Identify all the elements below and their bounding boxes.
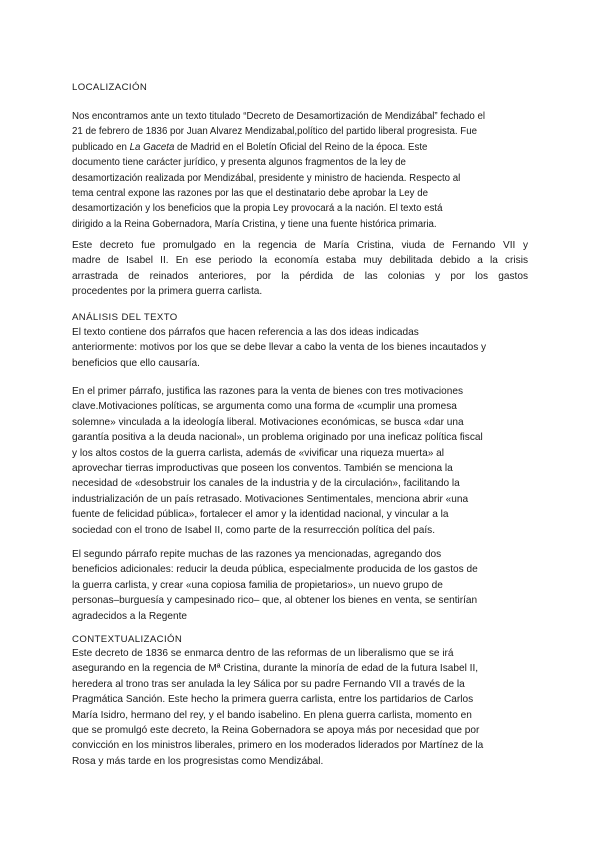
text-line: madre de Isabel II. En ese periodo la economía estaba muy debilitada debido a la crisis bbox=[72, 255, 528, 267]
text-line: María Isidro, hermano del rey, y el bando isabelino. En plena guerra carlista, momento en bbox=[72, 709, 472, 721]
text-line: clave.Motivaciones políticas, se argumenta como una forma de «cumplir una promesa bbox=[72, 401, 457, 413]
text-line: El texto contiene dos párrafos que hacen referencia a las dos ideas indicadas bbox=[72, 327, 419, 338]
text-segment: publicado en bbox=[72, 141, 130, 153]
text-line: la guerra carlista, y crear «una copiosa familia de propietarios», un nuevo grupo de bbox=[72, 579, 443, 591]
text-line: Este decreto de 1836 se enmarca dentro de las reformas de un liberalismo que se irá bbox=[72, 648, 454, 659]
text-line: documento tiene carácter jurídico, y presenta algunos fragmentos de la ley de bbox=[72, 157, 406, 169]
paragraph-analisis-2 bbox=[72, 384, 528, 538]
text-line: En el primer párrafo, justifica las razones para la venta de bienes con tres motivaciones bbox=[72, 386, 464, 397]
heading-contextualizacion: CONTEXTUALIZACIÓN bbox=[72, 634, 183, 645]
text-line: 21 de febrero de 1836 por Juan Alvarez Mendizabal,político del partido liberal progresista. Fue bbox=[72, 126, 477, 138]
heading-analisis: ANÁLISIS DEL TEXTO bbox=[72, 312, 178, 323]
text-line: dirigido a la Reina Gobernadora, María Cristina, y tiene una fuente histórica primaria. bbox=[72, 218, 437, 230]
text-line: anteriormente: motivos por los que se debe llevar a cabo la venta de los bienes incautados y bbox=[72, 342, 487, 354]
text-line: convicción en los ministros liberales, primero en los moderados liderados por Martínez de la bbox=[72, 740, 484, 752]
text-line: industrialización de un país retrasado. Motivaciones Sentimentales, menciona abrir «una bbox=[72, 493, 469, 505]
text-line: solemne» vinculada a la ideología liberal. Motivaciones económicas, se busca «dar una bbox=[72, 416, 464, 428]
text-line: desamortización realizada por Mendizábal, presidente y ministro de hacienda. Respecto al bbox=[72, 172, 461, 184]
text-line: Nos encontramos ante un texto titulado “Decreto de Desamortización de Mendizábal” fechado el bbox=[72, 111, 486, 122]
text-line: procedentes por la primera guerra carlista. bbox=[72, 286, 263, 298]
text-line: beneficios que ello causaría. bbox=[72, 357, 200, 369]
text-line: Este decreto fue promulgado en la regencia de María Cristina, viuda de Fernando VII y bbox=[72, 240, 528, 251]
text-line: aprovechar tierras improductivas que poseen los conventos. También se menciona la bbox=[72, 463, 453, 475]
text-line: arrastrada de reinados anteriores, por la pérdida de las colonias y por los gastos bbox=[72, 270, 528, 282]
text-line: heredera al trono tras ser anulada la ley Sálica por su padre Fernando VII a través de la bbox=[72, 678, 465, 690]
paragraph-analisis-3 bbox=[72, 547, 528, 624]
paragraph-localizacion-1 bbox=[72, 109, 528, 232]
italic-title: La Gaceta bbox=[129, 141, 175, 153]
text-line bbox=[72, 140, 528, 155]
text-line: asegurando en la regencia de Mª Cristina, durante la minoría de edad de la futura Isabel II, bbox=[72, 663, 479, 675]
paragraph-analisis-1 bbox=[72, 325, 528, 371]
paragraph-localizacion-2 bbox=[72, 238, 528, 300]
text-line: personas–burguesía y campesinado rico– que, al obtener los bienes en venta, se sentirían bbox=[72, 595, 478, 607]
text-line: que se promulgó este decreto, la Reina Gobernadora se apoya más por necesidad que por bbox=[72, 725, 480, 737]
text-line: desamortización y los beneficios que la propia Ley provocará a la nación. El texto está bbox=[72, 203, 443, 215]
text-line: beneficios adicionales: reducir la deuda pública, especialmente producida de los gastos de bbox=[72, 564, 478, 576]
heading-localizacion: LOCALIZACIÓN bbox=[72, 82, 148, 93]
text-line: tema central expone las razones por las que el destinatario debe aprobar la Ley de bbox=[72, 188, 428, 200]
text-line: sociedad con el trono de Isabel II, como parte de la resurrección política del país. bbox=[72, 524, 436, 536]
text-segment: de Madrid en el Boletín Oficial del Reino de la época. Este bbox=[174, 141, 428, 153]
text-line: Pragmática Sanción. Este hecho la primera guerra carlista, entre los partidarios de Carlos bbox=[72, 694, 474, 706]
text-line: y los altos costos de la guerra carlista, además de «vivificar una riqueza muerta» al bbox=[72, 447, 444, 459]
text-line: necesidad de «desobstruir los canales de la industria y de la circulación», facilitando la bbox=[72, 478, 460, 490]
text-line: El segundo párrafo repite muchas de las razones ya mencionadas, agregando dos bbox=[72, 549, 442, 560]
text-line: fuente de felicidad pública», fortalecer el amor y la identidad nacional, y vincular a la bbox=[72, 509, 449, 521]
paragraph-contextualizacion-1 bbox=[72, 646, 528, 769]
text-line: garantía positiva a la deuda nacional», un problema originado por una ineficaz política fiscal bbox=[72, 432, 483, 444]
text-line: Rosa y más tarde en los progresistas como Mendizábal. bbox=[72, 755, 324, 767]
text-line: agradecidos a la Regente bbox=[72, 610, 188, 622]
